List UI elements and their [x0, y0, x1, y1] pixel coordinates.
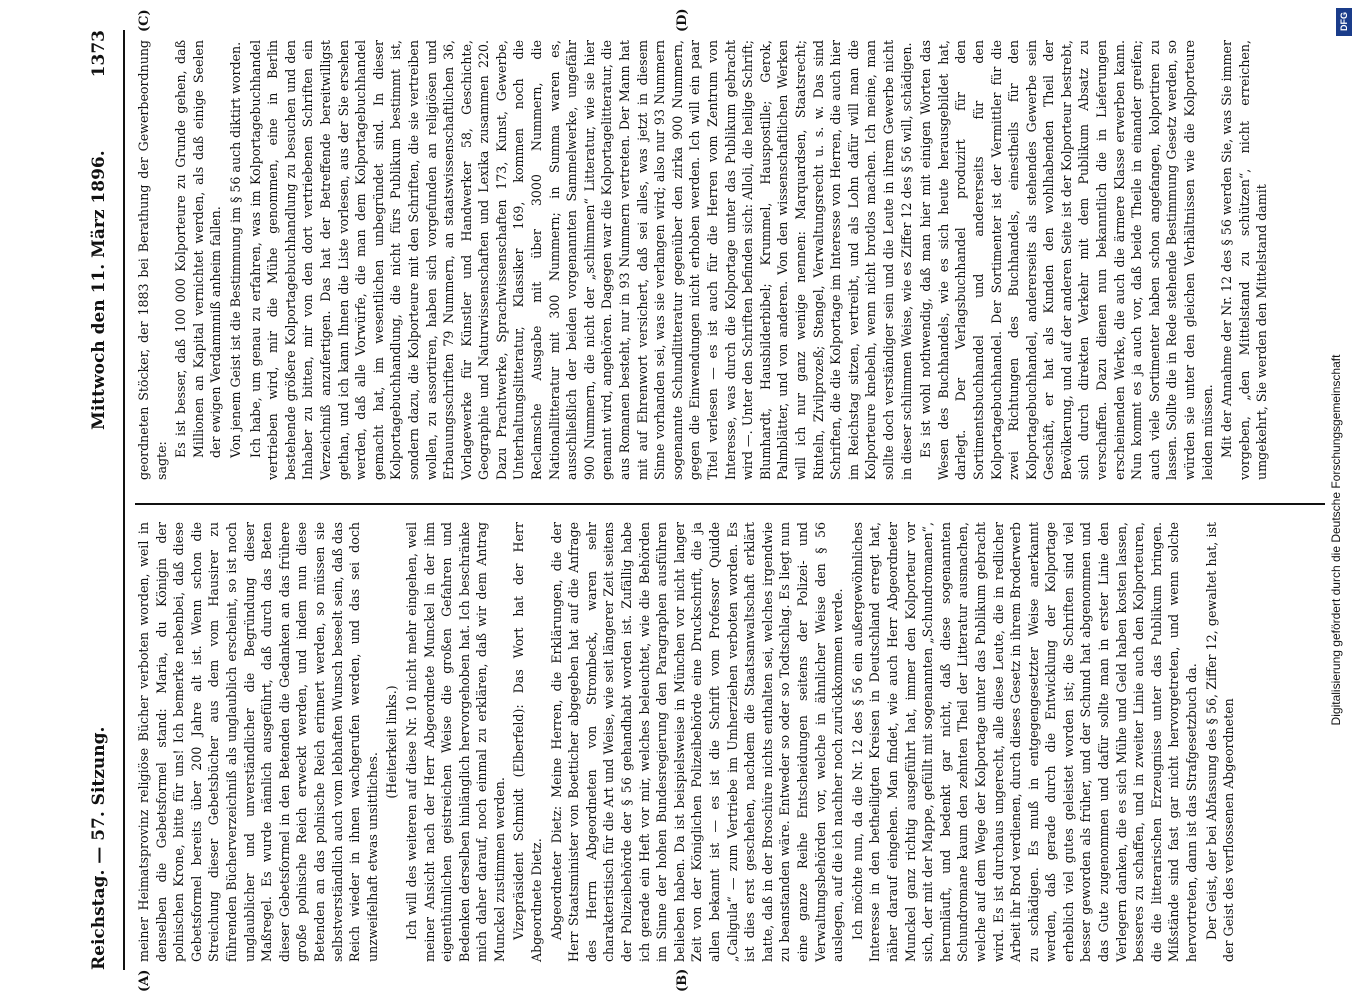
header-session: Reichstag. — 57. Sitzung.	[89, 726, 109, 970]
margin-marker-d: (D)	[675, 8, 690, 32]
margin-marker-b: (B)	[675, 968, 690, 992]
margin-marker-a: (A)	[137, 969, 152, 992]
column-divider	[135, 503, 1325, 505]
interjection: (Heiterkeit links.)	[384, 685, 400, 799]
speaker-paragraph: Vizepräsident Schmidt (Elberfeld): Das Wort hat der Herr Abgeordnete Dietz.	[511, 522, 545, 962]
digitization-credit: Digitalisierung gefördert durch die Deutsche Forschungsgemeinschaft	[1329, 354, 1343, 726]
margin-marker-c: (C)	[137, 9, 152, 32]
paragraph: geordneten Stöcker, der 1883 bei Berathung der Gewerbeordnung sagte:	[136, 40, 169, 480]
paragraph: Es ist wohl nothwendig, daß man hier mit einigen Worten das Wesen des Buchhandels, wie es sich heute herausgebildet hat, darlegt. Der Verlagsbuchhandel produzirt für den Sortimentsbuchhandel und andererseits für den Kolportagebuchhandel. Der Sortimenter ist der Vermittler für die zwei Richtungen des Buchhandels, einestheils für den Kolportagebuchhandel, andererseits als stehendes Gewerbe sein Geschäft, er hat als Kunden den wohlhabenden Theil der Bevölkerung, und auf der anderen Seite ist der Kolporteur bestrebt, sich durch direkten Verkehr mit dem Publikum Absatz zu verschaffen. Dazu dienen nun bekanntlich die in Lieferungen erscheinenden Werke, die auch die ärmere Klasse erwerben kann. Nun kommt es ja auch vor, daß beide Theile in einander greifen; auch viele Sortimenter haben schon angefangen, kolportiren zu lassen. Sollte die in Rede stehende Bestimmung Gesetz werden, so würden sie unter den gleichen Verhältnissen wie die Kolporteure leiden müssen.	[918, 40, 1215, 480]
header-date: Mittwoch den 11. März 1896.	[89, 150, 109, 430]
paragraph: Ich habe, um genau zu erfahren, was im Kolportagebuchhandel vertrieben wird, mir die Mühe genommen, eine in Berlin bestehende größere Kolportagebuchhandlung zu besuchen und den Inhaber zu bitten, mir von den dort vertriebenen Schriften ein Verzeichniß anzufertigen. Das hat der Betreffende bereitwilligst gethan, und ich kann Ihnen die Liste vorlesen, aus der Sie ersehen werden, daß alle Vorwürfe, die man dem Kolportagebuchhandel gemacht hat, im wesentlichen unbegründet sind. In dieser Kolportagebuchhandlung, die nicht fürs Publikum bestimmt ist, sondern dazu, die Kolporteure mit den Schriften, die sie vertreiben wollen, zu assortiren, haben sich vorgefunden an religiösen und Erbauungsschriften 79 Nummern, an staatswissenschaftlichen 36, Vorlagewerke für Künstler und Handwerker 58, Geschichte, Geographie und Naturwissenschaften und Lexika zusammen 220. Dazu Prachtwerke, Sprachwissenschaften 173, Kunst, Gewerbe, Unterhaltungslitteratur, Klassiker 169, kommen noch die Reclamsche Ausgabe mit über 3000 Nummern, die Nationallitteratur mit 300 Nummern; in Summa waren es, ausschließlich der beiden vorgenannten Sammelwerke, ungefähr 900 Nummern, die nicht der „schlimmen“ Litteratur, wie sie hier genannt wird, angehören. Dagegen war die Kolportagelitteratur, die aus Romanen besteht, nur in 93 Nummern vertreten. Der Mann hat mit auf Ehrenwort versichert, daß sei alles, was jetzt in diesem Sinne vorhanden sei, was sie verlangen wird; also nur 93 Nummern sogenannte Schundlitteratur gegenüber den zirka 900 Nummern, gegen die Einwendungen nicht erhoben werden. Ich will ein paar Titel verlesen — es ist auch für die Herren vom Zentrum von Interesse, was durch die Kolportage unter das Publikum gebracht wird —. Unter den Schriften befinden sich: Alloli, die heilige Schrift; Blumhardt, Hausbilderbibel; Krummel, Hauspostille; Gerok, Palmblätter, und von anderen. Von den wissenschaftlichen Werken will ich nur ganz wenige nennen: Marquardsen, Staatsrecht; Rinteln, Zivilprozeß; Stengel, Verwaltungsrecht u. s. w. Das sind Schriften, die die Kolportage im Interesse von Herren, die auch hier im Reichstag sitzen, vertreibt, und als Lohn dafür will man die Kolporteure knebeln, wenn nicht brotlos machen. Ich meine, man sollte doch verständiger sein und die Leute in ihrem Gewerbe nicht in dieser schlimmen Weise, wie es Ziffer 12 des § 56 will, schädigen.	[247, 40, 914, 480]
paragraph: Ich will des weiteren auf diese Nr. 10 nicht mehr eingehen, weil meiner Ansicht nach der Herr Abgeordnete Munckel in der ihm eigenthümlichen geistreichen Weise die großen Gefahren und Bedenken derselben hinlänglich hervorgehoben hat. Ich beschränke mich daher darauf, noch einmal zu erklären, daß wir dem Antrag Munckel zustimmen werden.	[403, 522, 507, 962]
header-rule	[123, 30, 125, 970]
header-page-number: 1373	[89, 30, 109, 78]
paragraph: Von jenem Geist ist die Bestimmung im § 56 auch diktirt worden.	[227, 41, 243, 458]
right-column	[135, 40, 1273, 480]
paragraph: Ich möchte nun, da die Nr. 12 des § 56 ein außergewöhnliches Interesse in den betheiligten Kreisen in Deutschland erregt hat, näher darauf eingehen. Man findet, wie auch Herr Abgeordneter Munckel ganz richtig ausgeführt hat, immer den Kolporteur vor sich, der mit der Mappe, gefüllt mit sogenannten „Schundromanen“, herumläuft, und bedenkt gar nicht, daß diese sogenannten Schundromane kaum den zehnten Theil der Litteratur ausmachen, welche auf dem Wege der Kolportage unter das Publikum gebracht wird. Es ist durchaus ungerecht, alle diese Leute, die in redlicher Arbeit ihr Brod verdienen, durch dieses Gesetz in ihrem Broderwerb zu schädigen. Es muß in entgegengesetzter Weise anerkannt werden, daß gerade durch die Entwicklung der Kolportage erheblich viel gutes geleistet worden ist; die Schriften sind viel besser geworden als früher, und der Schund hat abgenommen und das Gute zugenommen und dafür sollte man in erster Linie den Verlegern danken, die es sich Mühe und Geld haben kosten lassen, besseres zu schaffen, und in zweiter Linie auch den Kolporteuren, die die litterarischen Erzeugnisse unter das Publikum bringen. Mißstände sind fast gar nicht hervorgetreten, und wenn solche hervortreten, dann ist das Strafgesetzbuch da.	[849, 522, 1200, 962]
paragraph: Mit der Annahme der Nr. 12 des § 56 werden Sie, was Sie immer vorgeben, „den Mittelstand zu schützen“, nicht erreichen, umgekehrt, Sie werden den Mittelstand damit	[1219, 40, 1270, 480]
rotated-document-page	[75, 0, 1345, 1000]
quotation: Es ist besser, daß 100 000 Kolporteure zu Grunde gehen, daß Millionen an Kapital vernichtet werden, als daß einige Seelen der ewigen Verdammniß anheim fallen.	[173, 40, 224, 458]
paragraph: Der Geist, der bei Abfassung des § 56, Ziffer 12, gewaltet hat, ist der Geist des verflossenen Abgeordneten	[1203, 522, 1237, 962]
paragraph: meiner Heimatsprovinz religiöse Bücher verboten worden, weil in denselben die Gebetsformel stand: Maria, du Königin der polnischen Krone, bitte für uns! Ich bemerke nebenbei, daß diese Gebetsformel bereits über 200 Jahre alt ist. Wenn schon die Streichung dieser Gebetsbücher aus dem vom Hausirer zu führenden Bücherverzeichniß als unglaublich erscheint, so ist noch unglaublicher und unverständlicher die Begründung dieser Maßregel. Es wurde nämlich ausgeführt, daß durch das Beten dieser Gebetsformel in den Betenden die Gedanken an das frühere große polnische Reich erweckt werden, und indem nun diese Betenden an das polnische Reich erinnert werden, so müssen sie selbstverständlich auch vom lebhaften Wunsch beseelt sein, daß das Reich wieder in ihnen wachgerufen werden, und das sei doch unzweifelhaft etwas unsittliches.	[136, 522, 380, 962]
page-header	[83, 30, 123, 970]
left-column	[135, 522, 1240, 962]
dfg-logo: DFG	[1336, 8, 1352, 36]
speaker-paragraph: Abgeordneter Dietz: Meine Herren, die Erklärungen, die der Herr Staatsminister von Boetticher abgegeben hat auf die Anfrage des Herrn Abgeordneten von Strombeck, waren sehr charakteristisch für die Art und Weise, wie seit längerer Zeit seitens der Polizeibehörde der § 56 gehandhabt worden ist. Zufällig habe ich gerade ein Heft vor mir, welches beleuchtet, wie die Behörden im Sinne der hohen Bundesregierung den Paragraphen ausführen belieben haben. Da ist beispielsweise in München vor nicht langer Zeit von der Königlichen Polizeibehörde eine Druckschrift, die ja allen bekannt ist — es ist die Schrift vom Professor Quidde „Caligula“ — zum Vertriebe im Umherziehen verboten worden. Es ist dies erst geschehen, nachdem die Staatsanwaltschaft erklärt hatte, daß in der Broschüre nichts enthalten sei, welches irgendwie zu beanstanden wäre. Entweder so oder so Todtschlag. Es liegt nun eine ganze Reihe Entscheidungen seitens der Polizei- und Verwaltungsbehörden vor, welche in ähnlicher Weise den § 56 auslegen, auf die ich nachher noch zurückkommen werde.	[548, 522, 846, 962]
